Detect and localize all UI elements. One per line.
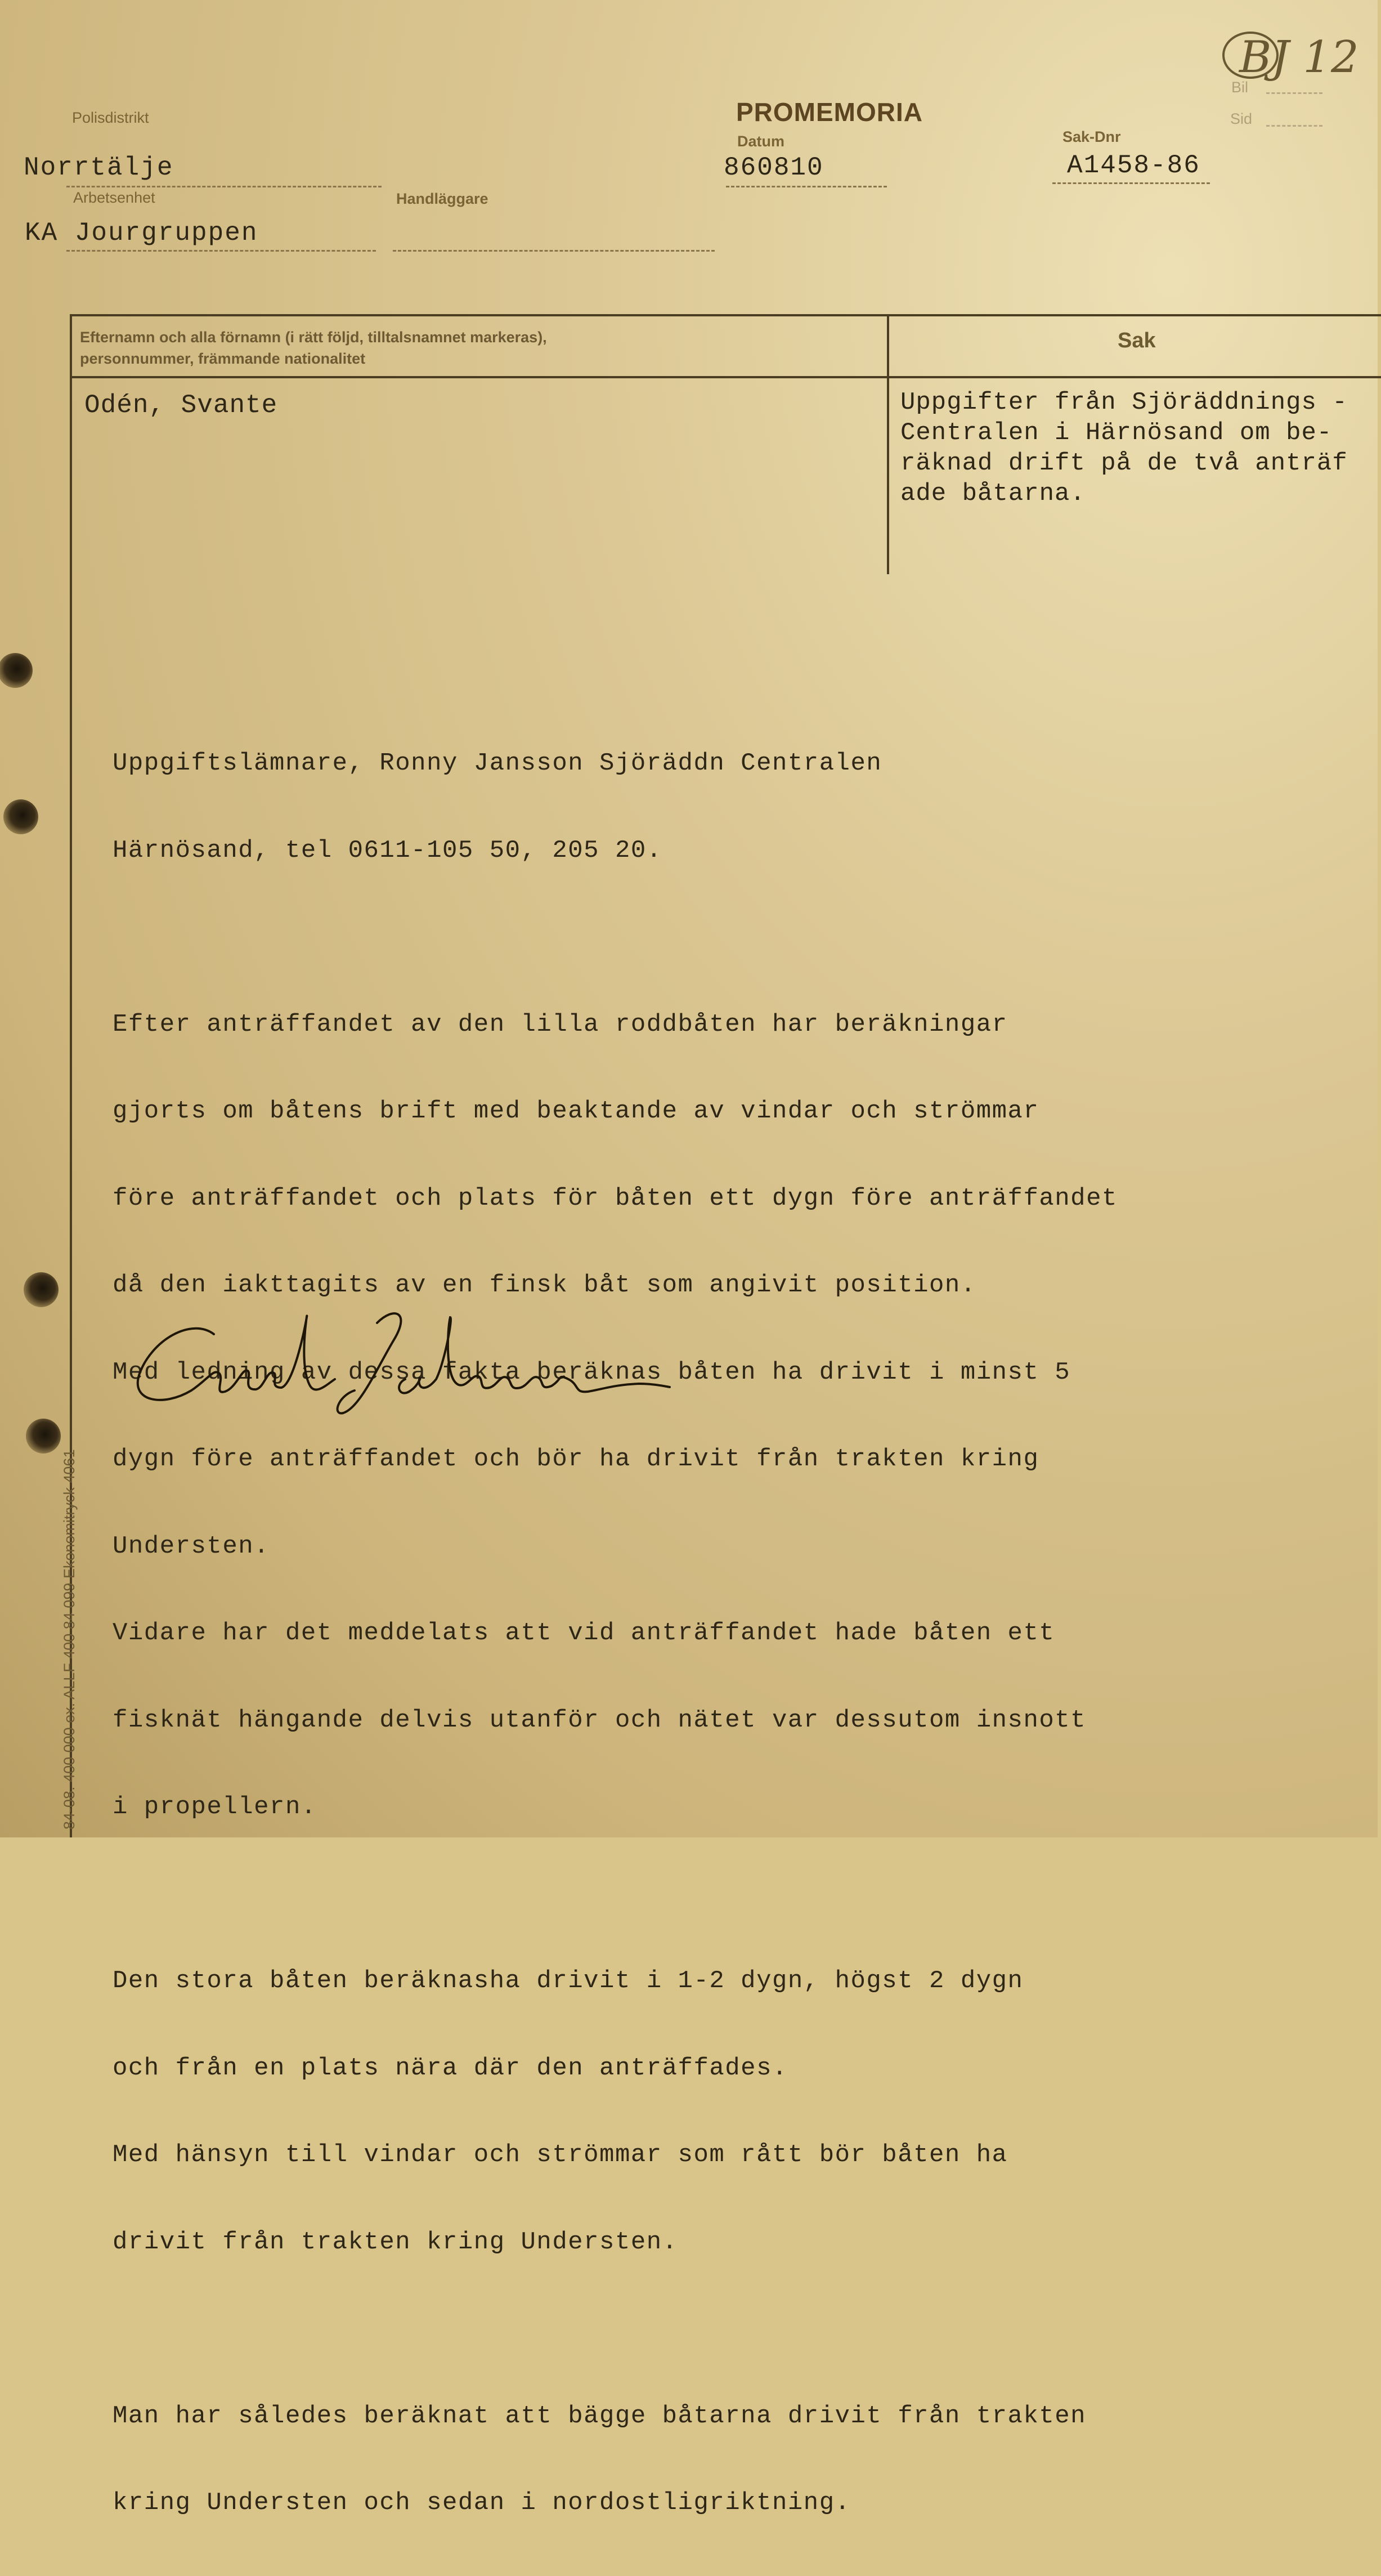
- body-line: Vidare har det meddelats att vid anträffandet hade båten ett: [113, 1619, 1055, 1647]
- sakdnr-label: Sak-Dnr: [1062, 128, 1121, 145]
- body-line: Med ledning av dessa fakta beräknas båten ha drivit i minst 5: [113, 1358, 1071, 1387]
- body-line: gjorts om båtens brift med beaktande av vindar och strömmar: [113, 1097, 1039, 1125]
- sak-line: räknad drift på de två anträf: [900, 449, 1348, 477]
- body-line: drivit från trakten kring Understen.: [113, 2228, 678, 2256]
- svg-text:BJ 12: BJ 12: [1239, 32, 1359, 83]
- name-header-line1: Efternamn och alla förnamn (i rätt följd, tilltalsnamnet markeras),: [80, 329, 547, 346]
- document-title: PROMEMORIA: [736, 97, 923, 127]
- body-line: [113, 923, 1118, 952]
- punch-hole: [0, 653, 33, 688]
- body-line: Efter anträffandet av den lilla roddbåten har beräkningar: [113, 1010, 1008, 1039]
- arbetsenhet-value: KA Jourgruppen: [25, 218, 258, 248]
- body-line: Understen.: [113, 1532, 270, 1560]
- body-line: i propellern.: [113, 1793, 317, 1821]
- sid-label: Sid: [1230, 110, 1253, 127]
- arbetsenhet-label: Arbetsenhet: [73, 189, 155, 206]
- handlaggare-label: Handläggare: [396, 190, 488, 207]
- body-line: då den iakttagits av en finsk båt som angivit position.: [113, 1271, 976, 1299]
- memo-body: [113, 691, 1118, 2576]
- name-value: Odén, Svante: [84, 391, 278, 420]
- body-line: [113, 2315, 1118, 2344]
- sak-line: Uppgifter från Sjöräddnings -: [900, 388, 1348, 417]
- body-line: kring Understen och sedan i nordostligriktning.: [113, 2489, 851, 2517]
- body-line: Man har således beräknat att bägge båtarna drivit från trakten: [113, 2401, 1087, 2430]
- body-line: Den stora båten beräknasha drivit i 1-2 dygn, högst 2 dygn: [113, 1967, 1024, 1995]
- punch-hole: [3, 799, 38, 834]
- body-line: och från en plats nära där den anträffades.: [113, 2054, 788, 2082]
- punch-hole: [24, 1272, 59, 1307]
- body-line: fisknät hängande delvis utanför och nätet var dessutom insnott: [113, 1706, 1087, 1734]
- sak-header: Sak: [1118, 329, 1156, 352]
- sak-value: [900, 387, 1348, 509]
- body-line: Uppgiftslämnare, Ronny Jansson Sjöräddn Centralen: [113, 749, 882, 777]
- form-print-info: 84-08. 400 000 ex. ALLF 400 84 099 Ekonomitryck 4061: [61, 1449, 78, 1830]
- datum-value: 860810: [724, 153, 824, 182]
- body-line: Härnösand, tel 0611-105 50, 205 20.: [113, 836, 662, 865]
- punch-hole: [26, 1419, 61, 1454]
- body-line: före anträffandet och plats för båten ett dygn före anträffandet: [113, 1184, 1118, 1213]
- bil-label: Bil: [1231, 79, 1249, 96]
- polisdistrikt-value: Norrtälje: [24, 153, 174, 182]
- sakdnr-value: A1458-86: [1067, 151, 1200, 180]
- polisdistrikt-label: Polisdistrikt: [72, 109, 149, 126]
- name-header-line2: personnummer, främmande nationalitet: [80, 350, 366, 367]
- body-line: dygn före anträffandet och bör ha drivit från trakten kring: [113, 1445, 1039, 1473]
- datum-label: Datum: [737, 133, 785, 150]
- body-line: Med hänsyn till vindar och strömmar som rått bör båten ha: [113, 2141, 1008, 2169]
- sak-line: ade båtarna.: [900, 480, 1086, 508]
- body-line: [113, 1880, 1118, 1909]
- sak-line: Centralen i Härnösand om be-: [900, 419, 1333, 447]
